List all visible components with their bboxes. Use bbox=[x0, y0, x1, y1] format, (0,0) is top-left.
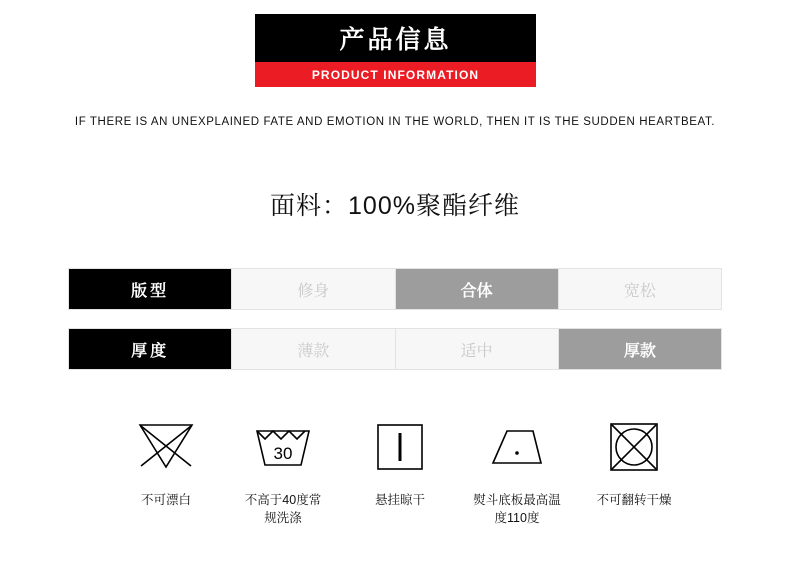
spec-option-thickness-medium[interactable]: 适中 bbox=[396, 329, 559, 369]
care-item-line-dry bbox=[354, 415, 446, 527]
spec-label-thickness: 厚度 bbox=[69, 329, 232, 369]
care-item-iron bbox=[471, 415, 563, 527]
tagline-text: IF THERE IS AN UNEXPLAINED FATE AND EMOTION IN THE WORLD, THEN IT IS THE SUDDEN HEARTBEAT. bbox=[74, 116, 716, 128]
fabric-text: 面料：100%聚酯纤维 bbox=[270, 192, 520, 220]
banner-title-bar bbox=[255, 14, 536, 62]
care-label-no-bleach: 不可漂白 bbox=[140, 493, 191, 507]
care-item-no-bleach bbox=[120, 415, 212, 527]
spec-option-thickness-thin[interactable]: 薄款 bbox=[232, 329, 395, 369]
care-label-line-dry: 悬挂晾干 bbox=[374, 493, 425, 507]
spec-option-fit-regular[interactable]: 合体 bbox=[396, 269, 559, 309]
header-banner bbox=[255, 14, 536, 87]
spec-label-fit: 版型 bbox=[69, 269, 232, 309]
spec-row-fit bbox=[68, 268, 722, 310]
no-bleach-icon bbox=[134, 415, 198, 479]
care-label-iron: 熨斗底板最高温度110度 bbox=[473, 493, 561, 526]
care-label-no-tumble-dry: 不可翻转干燥 bbox=[596, 493, 672, 507]
no-tumble-dry-icon bbox=[602, 415, 666, 479]
line-dry-icon bbox=[368, 415, 432, 479]
care-instructions bbox=[120, 415, 680, 527]
page-title: 产品信息 bbox=[339, 26, 452, 54]
banner-subtitle-bar bbox=[255, 62, 536, 87]
iron-110-icon bbox=[485, 415, 549, 479]
page-subtitle: PRODUCT INFORMATION bbox=[311, 67, 480, 82]
spec-option-fit-slim[interactable]: 修身 bbox=[232, 269, 395, 309]
spec-row-thickness bbox=[68, 328, 722, 370]
spec-option-thickness-thick[interactable]: 厚款 bbox=[559, 329, 721, 369]
spec-option-fit-loose[interactable]: 宽松 bbox=[559, 269, 721, 309]
care-item-no-tumble-dry bbox=[588, 415, 680, 527]
svg-text:30: 30 bbox=[273, 444, 293, 463]
care-item-wash bbox=[237, 415, 329, 527]
care-label-wash: 不高于40度常规洗涤 bbox=[244, 493, 322, 526]
wash-30-icon bbox=[251, 415, 315, 479]
